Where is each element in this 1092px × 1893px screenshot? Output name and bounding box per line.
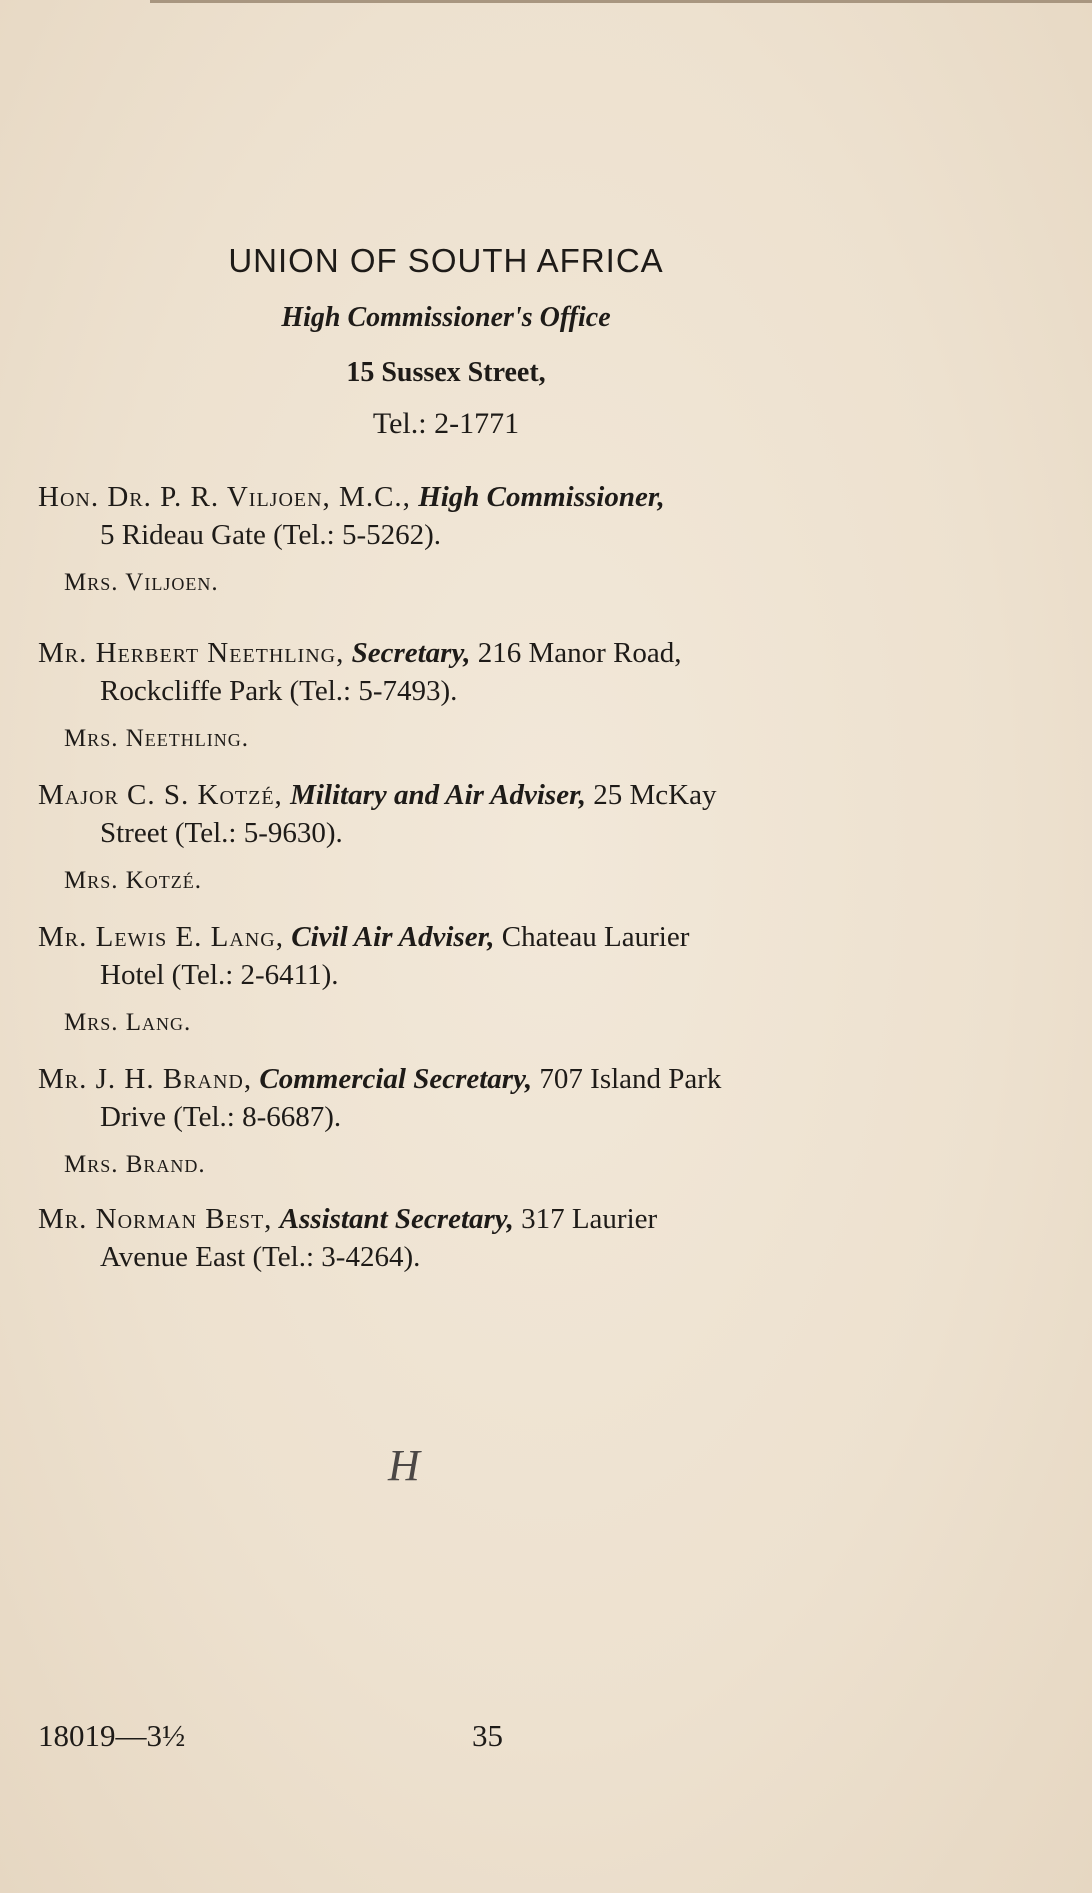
staff-address: Avenue East (Tel.: 3-4264). bbox=[100, 1241, 421, 1273]
staff-role: Military and Air Adviser, bbox=[290, 779, 587, 811]
spouse-name: Mrs. Brand. bbox=[64, 1151, 206, 1178]
staff-entry bbox=[38, 634, 938, 758]
staff-address: Drive (Tel.: 8-6687). bbox=[100, 1101, 342, 1133]
staff-name: Mr. Lewis E. Lang, bbox=[38, 921, 284, 953]
spouse-name: Mrs. Neethling. bbox=[64, 725, 250, 752]
staff-name: Hon. Dr. P. R. Viljoen, M.C., bbox=[38, 481, 411, 513]
staff-address-part: 707 Island Park bbox=[539, 1063, 722, 1095]
page-number: 35 bbox=[472, 1718, 503, 1753]
staff-role: Commercial Secretary, bbox=[259, 1063, 533, 1095]
staff-address-part: Chateau Laurier bbox=[501, 921, 690, 953]
spouse-name: Mrs. Viljoen. bbox=[64, 569, 219, 596]
staff-name: Mr. Herbert Neethling, bbox=[38, 637, 345, 669]
staff-address: Rockcliffe Park (Tel.: 5-7493). bbox=[100, 675, 458, 707]
staff-name: Mr. Norman Best, bbox=[38, 1203, 273, 1235]
print-code: 18019—3½ bbox=[38, 1718, 186, 1753]
country-heading: UNION OF SOUTH AFRICA bbox=[228, 242, 664, 279]
staff-address: Street (Tel.: 5-9630). bbox=[100, 817, 343, 849]
staff-entry bbox=[38, 918, 938, 1042]
handwritten-mark: H bbox=[388, 1441, 420, 1490]
staff-address-part: 216 Manor Road, bbox=[477, 637, 682, 669]
staff-entry bbox=[38, 776, 938, 900]
staff-address-part: 25 McKay bbox=[593, 779, 717, 811]
spouse-name: Mrs. Kotzé. bbox=[64, 867, 203, 894]
staff-address: Hotel (Tel.: 2-6411). bbox=[100, 959, 339, 991]
staff-address-part: 317 Laurier bbox=[521, 1203, 658, 1235]
staff-name: Mr. J. H. Brand, bbox=[38, 1063, 253, 1095]
office-address: 15 Sussex Street, bbox=[346, 357, 546, 388]
staff-role: Assistant Secretary, bbox=[279, 1203, 514, 1235]
staff-role: Civil Air Adviser, bbox=[291, 921, 495, 953]
staff-entry bbox=[38, 1200, 938, 1276]
office-subheading: High Commissioner's Office bbox=[281, 302, 611, 333]
spouse-name: Mrs. Lang. bbox=[64, 1009, 192, 1036]
staff-entry bbox=[38, 1060, 938, 1184]
staff-role: Secretary, bbox=[351, 637, 471, 669]
top-edge-line bbox=[150, 0, 1092, 3]
staff-address: 5 Rideau Gate (Tel.: 5-5262). bbox=[100, 519, 442, 551]
staff-name: Major C. S. Kotzé, bbox=[38, 779, 283, 811]
office-telephone: Tel.: 2-1771 bbox=[372, 407, 520, 440]
staff-role: High Commissioner, bbox=[418, 481, 665, 513]
staff-entry bbox=[38, 478, 938, 602]
